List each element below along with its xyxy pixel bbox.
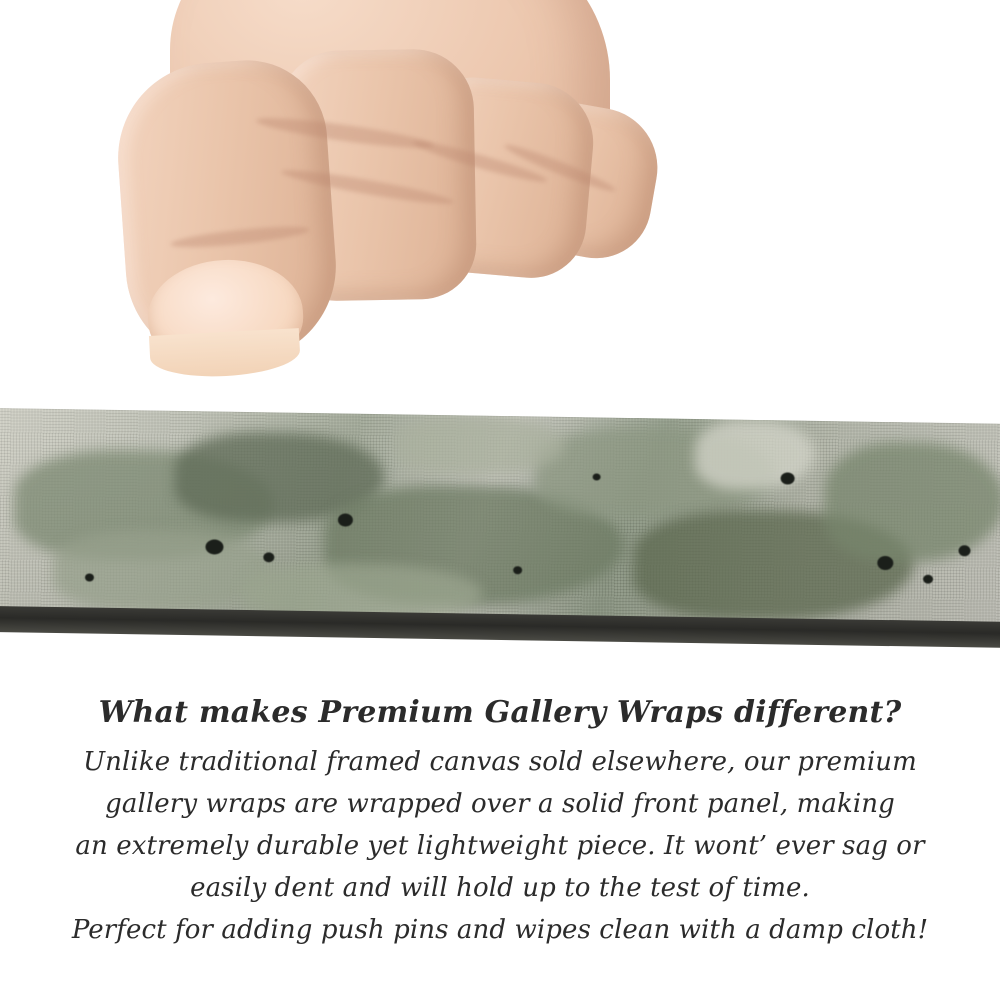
caption-line: gallery wraps are wrapped over a solid front panel, making xyxy=(105,789,895,820)
caption-headline: What makes Premium Gallery Wraps different? xyxy=(98,695,902,730)
hand-pressing-icon xyxy=(110,0,630,430)
caption-line: an extremely durable yet lightweight piece. It wont’ ever sag or xyxy=(75,831,925,862)
caption-line: easily dent and will hold up to the test of time. xyxy=(190,873,810,904)
thumb-nail-tip xyxy=(149,328,301,380)
canvas-wrap-edge-icon xyxy=(0,408,1000,632)
caption-line: Unlike traditional framed canvas sold elsewhere, our premium xyxy=(83,747,917,777)
caption-block xyxy=(0,690,1000,952)
caption-line: Perfect for adding push pins and wipes clean with a damp cloth! xyxy=(71,915,929,946)
